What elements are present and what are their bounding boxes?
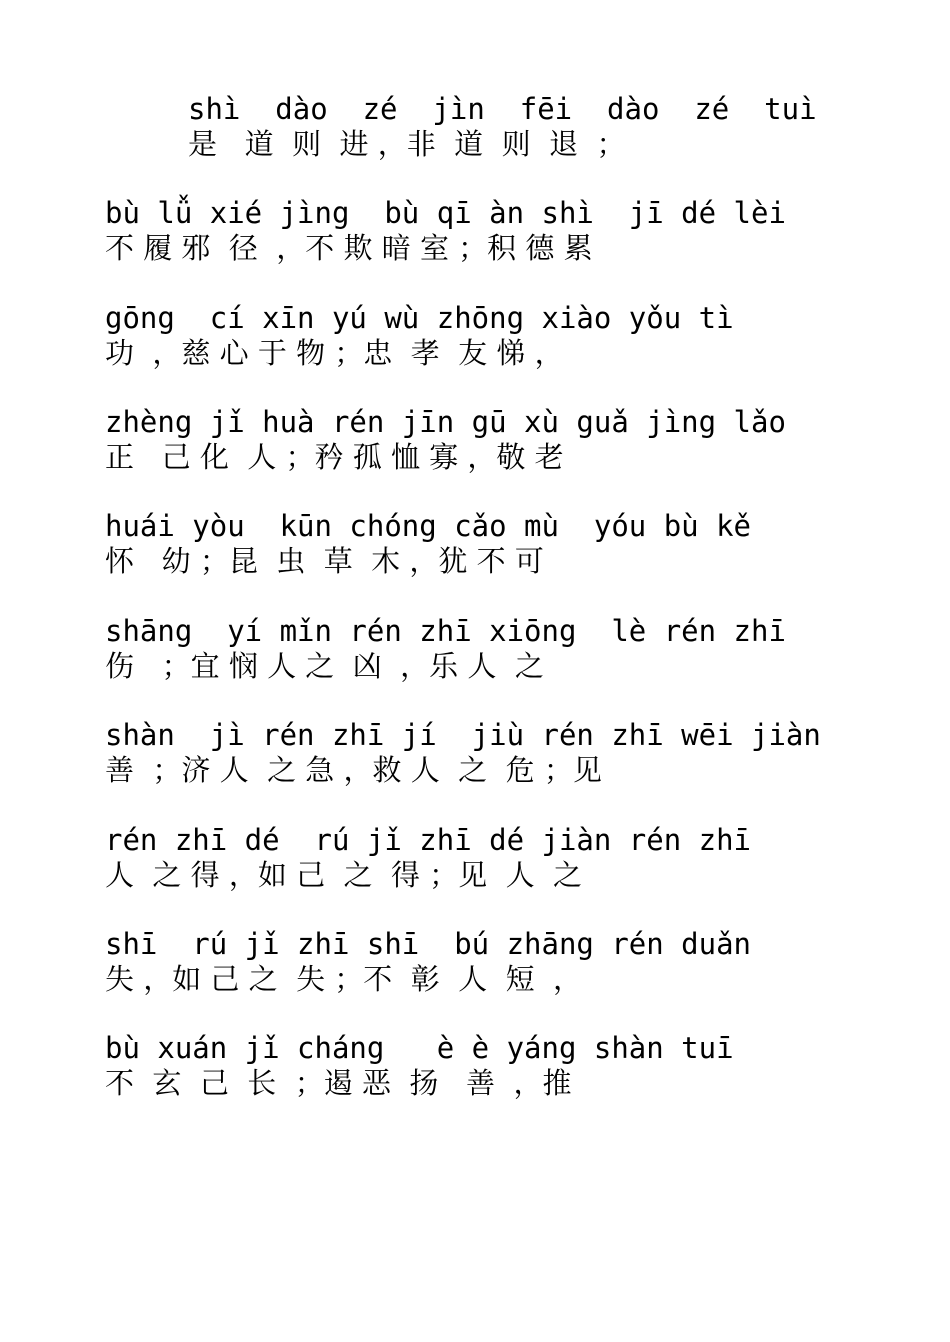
hanzi-row: 是 道 则 进 ，非 道 则 退 ； (188, 127, 626, 161)
pinyin-row: shāng yí mǐn rén zhī xiōng lè rén zhī (105, 614, 786, 648)
verse-line-4 (105, 405, 865, 475)
verse-line-2 (105, 196, 865, 266)
verse-line-9 (105, 927, 865, 997)
hanzi-row: 伤 ；宜 悯 人 之 凶 ，乐 人 之 (105, 649, 544, 683)
pinyin-row: gōng cí xīn yú wù zhōng xiào yǒu tì (105, 301, 734, 335)
hanzi-row: 怀 幼 ；昆 虫 草 木 ，犹 不 可 (105, 544, 544, 578)
hanzi-row: 人 之 得 ，如 己 之 得 ；见 人 之 (105, 858, 583, 892)
pinyin-row: rén zhī dé rú jǐ zhī dé jiàn rén zhī (105, 823, 752, 857)
verse-line-8 (105, 823, 865, 893)
pinyin-row: shì dào zé jìn fēi dào zé tuì (188, 92, 817, 126)
verse-line-7 (105, 718, 865, 788)
pinyin-row: zhèng jǐ huà rén jīn gū xù guǎ jìng lǎo (105, 405, 786, 439)
hanzi-row: 正 己 化 人 ；矜 孤 恤 寡 ，敬 老 (105, 440, 564, 474)
pinyin-row: huái yòu kūn chóng cǎo mù yóu bù kě (105, 509, 752, 543)
verse-line-5 (105, 509, 865, 579)
verse-line-3 (105, 301, 865, 371)
pinyin-row: bù xuán jǐ cháng è è yáng shàn tuī (105, 1031, 734, 1065)
hanzi-row: 不 玄 己 长 ；遏 恶 扬 善 ，推 (105, 1066, 572, 1100)
verse-line-1 (188, 92, 948, 162)
pinyin-row: shī rú jǐ zhī shī bú zhāng rén duǎn (105, 927, 752, 961)
verse-line-10 (105, 1031, 865, 1101)
hanzi-row: 善 ；济 人 之 急 ，救 人 之 危 ；见 (105, 753, 602, 787)
pinyin-row: bù lǚ xié jìng bù qī àn shì jī dé lèi (105, 196, 786, 230)
hanzi-row: 失 ，如 己 之 失 ；不 彰 人 短 ， (105, 962, 583, 996)
pinyin-row: shàn jì rén zhī jí jiù rén zhī wēi jiàn (105, 718, 821, 752)
hanzi-row: 不 履 邪 径 ，不 欺 暗 室 ；积 德 累 (105, 231, 593, 265)
verse-line-6 (105, 614, 865, 684)
hanzi-row: 功 ，慈 心 于 物 ；忠 孝 友 悌 ， (105, 336, 564, 370)
